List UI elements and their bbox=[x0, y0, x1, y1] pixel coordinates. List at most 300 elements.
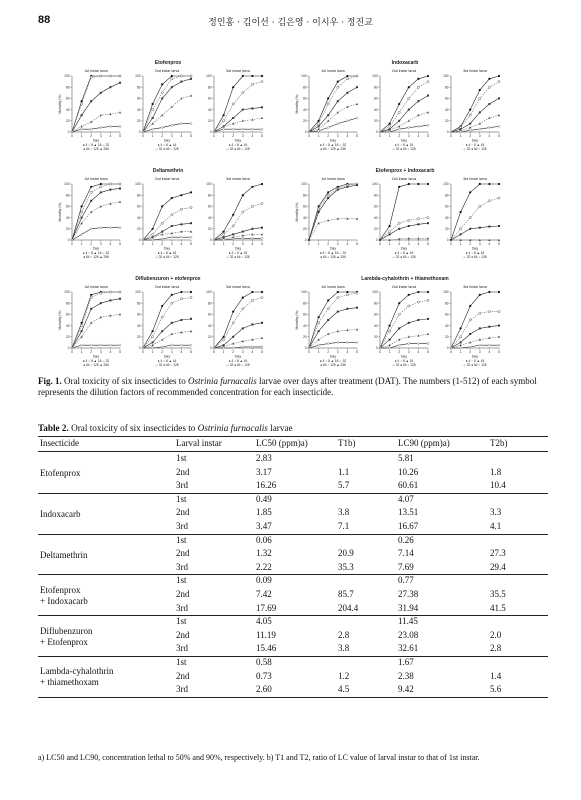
panel-subtitle: 3rd instar larva bbox=[226, 285, 250, 289]
data-point bbox=[318, 125, 320, 127]
data-point bbox=[427, 333, 429, 335]
table-cell: 0.49 bbox=[256, 493, 272, 504]
data-point bbox=[327, 114, 329, 116]
table-cell: 1st bbox=[176, 534, 187, 545]
data-point bbox=[408, 305, 410, 307]
panel-subtitle: 2nd instar larva bbox=[154, 285, 180, 289]
data-point bbox=[398, 338, 400, 340]
x-tick-label: 1 bbox=[151, 242, 154, 246]
data-point bbox=[356, 217, 358, 219]
data-point bbox=[161, 305, 163, 307]
data-point bbox=[109, 86, 111, 88]
table-cell: 5.6 bbox=[490, 684, 502, 695]
series-line bbox=[143, 192, 191, 240]
data-point bbox=[251, 237, 253, 240]
x-tick-label: 4 bbox=[109, 350, 112, 354]
table-caption-text-b: larvae bbox=[267, 423, 293, 433]
legend-line: ◇ 32 ● 64 ○ 128 bbox=[392, 363, 416, 367]
data-point bbox=[223, 336, 225, 338]
data-point bbox=[119, 344, 121, 347]
legend-line: ● 4 ○ 8 ▲ 16 bbox=[465, 359, 485, 363]
data-point bbox=[498, 75, 500, 77]
data-point bbox=[346, 120, 348, 123]
x-axis-label: Day bbox=[400, 354, 408, 359]
data-point bbox=[356, 117, 358, 120]
data-point bbox=[109, 75, 111, 77]
data-point bbox=[459, 347, 461, 350]
data-point bbox=[417, 78, 419, 80]
y-tick-label: 40 bbox=[65, 107, 70, 112]
data-point bbox=[427, 183, 429, 185]
x-tick-label: 4 bbox=[417, 134, 420, 138]
data-point bbox=[327, 197, 329, 199]
data-point bbox=[261, 237, 263, 240]
data-point bbox=[261, 297, 263, 299]
data-point bbox=[398, 344, 400, 347]
table-group-rule bbox=[38, 534, 548, 535]
y-tick-label: 60 bbox=[302, 312, 307, 317]
y-tick-label: 40 bbox=[65, 323, 70, 328]
x-tick-label: 0 bbox=[142, 242, 144, 246]
table-insecticide-name: Diflubenzuron bbox=[40, 625, 93, 636]
y-tick-label: 80 bbox=[444, 301, 449, 306]
legend-line: ● 64 ○ 128 ▲ 256 bbox=[83, 363, 109, 367]
data-point bbox=[81, 211, 83, 213]
data-point bbox=[346, 308, 348, 310]
data-point bbox=[119, 183, 121, 185]
x-tick-label: 0 bbox=[379, 350, 381, 354]
data-point bbox=[161, 231, 163, 233]
data-point bbox=[498, 344, 500, 347]
y-tick-label: 100 bbox=[443, 182, 449, 187]
data-point bbox=[417, 183, 419, 185]
x-tick-label: 1 bbox=[151, 134, 154, 138]
data-point bbox=[479, 227, 481, 229]
x-tick-label: 0 bbox=[71, 350, 73, 354]
data-point bbox=[180, 344, 182, 347]
series-line bbox=[72, 228, 120, 240]
y-tick-label: 60 bbox=[373, 312, 378, 317]
y-tick-label: 20 bbox=[136, 227, 141, 231]
data-point bbox=[180, 208, 182, 210]
y-tick-label: 0 bbox=[138, 130, 141, 135]
data-point bbox=[498, 81, 500, 83]
data-point bbox=[408, 86, 410, 88]
x-tick-label: 1 bbox=[388, 350, 391, 354]
table-cell: 2nd bbox=[176, 589, 190, 599]
legend-line: ◇ 32 ● 64 ○ 128 bbox=[155, 363, 179, 367]
series-line bbox=[214, 298, 262, 348]
series-line bbox=[72, 126, 120, 132]
data-point bbox=[81, 103, 83, 105]
x-tick-label: 2 bbox=[327, 242, 330, 246]
table-cell: 41.5 bbox=[490, 602, 506, 613]
data-point bbox=[90, 186, 92, 188]
x-tick-label: 1 bbox=[222, 242, 225, 246]
data-point bbox=[190, 94, 192, 96]
x-tick-label: 4 bbox=[180, 350, 183, 354]
y-tick-label: 40 bbox=[65, 215, 70, 220]
table-cell: 7.1 bbox=[338, 521, 350, 531]
table-header-cell: T1b) bbox=[338, 438, 356, 448]
series-line bbox=[72, 345, 120, 348]
data-point bbox=[389, 231, 391, 233]
x-tick-label: 5 bbox=[119, 350, 121, 354]
data-point bbox=[427, 237, 429, 239]
data-point bbox=[100, 191, 102, 193]
data-point bbox=[337, 330, 339, 332]
data-point bbox=[488, 86, 490, 88]
table-cell: 3.17 bbox=[256, 466, 272, 477]
table-caption-species: Ostrinia furnacalis bbox=[197, 423, 268, 433]
x-tick-label: 2 bbox=[161, 242, 164, 246]
data-point bbox=[119, 201, 121, 203]
table-cell: 3.8 bbox=[338, 507, 350, 518]
table-bottom-rule bbox=[38, 697, 548, 698]
data-point bbox=[119, 75, 121, 77]
data-point bbox=[261, 291, 263, 293]
data-point bbox=[356, 328, 358, 330]
data-point bbox=[408, 183, 410, 185]
table-cell: 35.5 bbox=[490, 589, 506, 599]
table-cell: 15.46 bbox=[256, 643, 277, 654]
data-point bbox=[337, 311, 339, 313]
data-point bbox=[488, 311, 490, 313]
table-cell: 5.7 bbox=[338, 480, 350, 491]
table-cell: 3rd bbox=[176, 643, 188, 654]
data-point bbox=[100, 302, 102, 304]
data-point bbox=[417, 86, 419, 88]
data-point bbox=[161, 205, 163, 207]
data-point bbox=[81, 217, 83, 219]
data-point bbox=[109, 189, 111, 191]
data-point bbox=[337, 100, 339, 102]
data-point bbox=[389, 339, 391, 341]
data-point bbox=[119, 291, 121, 293]
x-tick-label: 2 bbox=[398, 350, 401, 354]
legend-line: ◇ 32 ● 64 ○ 128 bbox=[226, 363, 250, 367]
x-tick-label: 3 bbox=[170, 134, 173, 138]
series-line bbox=[143, 124, 191, 132]
x-tick-label: 4 bbox=[251, 242, 254, 246]
data-point bbox=[171, 344, 173, 347]
y-tick-label: 60 bbox=[136, 312, 141, 317]
series-line bbox=[72, 184, 120, 240]
series-line bbox=[72, 184, 120, 240]
x-tick-label: 2 bbox=[90, 350, 93, 354]
table-cell: 1.2 bbox=[338, 670, 350, 681]
series-line bbox=[451, 312, 499, 348]
data-point bbox=[90, 200, 92, 202]
x-tick-label: 1 bbox=[388, 242, 391, 246]
legend-line: ● 4 ○ 8 ▲ 16 bbox=[228, 143, 248, 147]
data-point bbox=[161, 316, 163, 318]
x-tick-label: 1 bbox=[459, 242, 462, 246]
y-tick-label: 100 bbox=[301, 74, 307, 79]
series-line bbox=[309, 292, 357, 348]
data-point bbox=[161, 114, 163, 116]
x-tick-label: 4 bbox=[180, 242, 183, 246]
data-point bbox=[180, 75, 182, 77]
table-cell: 2nd bbox=[176, 670, 190, 681]
legend-line: ● 64 ○ 128 ▲ 256 bbox=[83, 147, 109, 151]
series-line bbox=[380, 238, 428, 240]
data-point bbox=[327, 103, 329, 105]
x-tick-label: 0 bbox=[450, 350, 452, 354]
data-point bbox=[479, 327, 481, 329]
x-tick-label: 5 bbox=[498, 242, 500, 246]
data-point bbox=[190, 344, 192, 347]
data-point bbox=[469, 123, 471, 125]
data-point bbox=[488, 200, 490, 202]
data-point bbox=[498, 114, 500, 116]
group-title: Lambda-cyhalothrin + thiamethoxam bbox=[361, 276, 449, 282]
series-line bbox=[72, 76, 120, 132]
legend-line: ◇ 32 ● 64 ○ 128 bbox=[392, 255, 416, 259]
table-cell: 2.83 bbox=[256, 453, 272, 463]
data-point bbox=[100, 344, 102, 347]
data-point bbox=[109, 299, 111, 301]
x-tick-label: 2 bbox=[161, 134, 164, 138]
x-tick-label: 1 bbox=[80, 134, 83, 138]
table-cell: 2.8 bbox=[490, 643, 502, 654]
y-tick-label: 80 bbox=[444, 85, 449, 90]
x-axis-label: Day bbox=[163, 354, 171, 359]
x-tick-label: 4 bbox=[180, 134, 183, 138]
y-tick-label: 100 bbox=[372, 182, 378, 187]
series-line bbox=[214, 184, 262, 240]
y-axis-label: Mortality (%) bbox=[58, 94, 62, 114]
data-point bbox=[152, 228, 154, 230]
series-line bbox=[380, 334, 428, 348]
x-tick-label: 3 bbox=[336, 350, 339, 354]
x-tick-label: 2 bbox=[90, 134, 93, 138]
data-point bbox=[469, 228, 471, 230]
data-point bbox=[251, 205, 253, 207]
group-title: Etofenprox bbox=[154, 60, 182, 66]
series-line bbox=[143, 319, 191, 348]
data-point bbox=[337, 122, 339, 125]
y-tick-label: 80 bbox=[65, 85, 70, 90]
table-cell: 0.73 bbox=[256, 670, 272, 681]
data-point bbox=[469, 129, 471, 132]
x-tick-label: 2 bbox=[469, 350, 472, 354]
data-point bbox=[251, 128, 253, 131]
data-point bbox=[190, 75, 192, 77]
x-tick-label: 2 bbox=[398, 134, 401, 138]
x-tick-label: 3 bbox=[336, 134, 339, 138]
table-cell: 3rd bbox=[176, 480, 188, 491]
panel-subtitle: 2nd instar larva bbox=[154, 177, 180, 181]
table-cell: 10.4 bbox=[490, 480, 506, 491]
data-point bbox=[242, 75, 244, 77]
table-header-cell: T2b) bbox=[490, 438, 508, 448]
data-point bbox=[190, 122, 192, 125]
y-tick-label: 40 bbox=[373, 323, 378, 328]
data-point bbox=[318, 316, 320, 318]
table-cell: 2nd bbox=[176, 548, 190, 559]
data-point bbox=[100, 183, 102, 185]
data-point bbox=[389, 123, 391, 125]
data-point bbox=[232, 122, 234, 124]
data-point bbox=[90, 121, 92, 123]
data-point bbox=[398, 327, 400, 329]
series-line bbox=[72, 76, 120, 132]
y-tick-label: 0 bbox=[67, 346, 70, 351]
legend-line: ● 4 ○ 8 ▲ 16 ◇ 32 bbox=[82, 251, 110, 255]
data-point bbox=[408, 109, 410, 111]
data-point bbox=[417, 223, 419, 225]
y-tick-label: 60 bbox=[444, 312, 449, 317]
x-tick-label: 2 bbox=[398, 242, 401, 246]
data-point bbox=[479, 89, 481, 91]
data-point bbox=[337, 81, 339, 83]
table-cell: 3.8 bbox=[338, 643, 350, 654]
data-point bbox=[417, 100, 419, 102]
data-point bbox=[242, 211, 244, 213]
y-tick-label: 100 bbox=[135, 74, 141, 79]
data-point bbox=[151, 128, 153, 131]
x-axis-label: Day bbox=[471, 354, 479, 359]
panel-subtitle: 2nd instar larva bbox=[391, 69, 417, 73]
x-axis-label: Day bbox=[234, 138, 242, 143]
x-tick-label: 1 bbox=[222, 350, 225, 354]
table-cell: 0.26 bbox=[398, 534, 414, 545]
data-point bbox=[171, 124, 173, 127]
table-cell: 2.22 bbox=[256, 561, 272, 572]
data-point bbox=[261, 183, 263, 185]
table-cell: 11.19 bbox=[256, 629, 276, 640]
data-point bbox=[242, 297, 244, 299]
data-point bbox=[327, 120, 329, 122]
x-tick-label: 5 bbox=[190, 134, 192, 138]
x-axis-label: Day bbox=[329, 246, 337, 251]
data-point bbox=[90, 76, 92, 78]
series-line bbox=[309, 184, 357, 240]
y-tick-label: 0 bbox=[138, 346, 141, 351]
data-point bbox=[408, 126, 410, 129]
data-point bbox=[161, 338, 163, 340]
data-point bbox=[90, 294, 92, 296]
x-tick-label: 0 bbox=[450, 134, 452, 138]
data-point bbox=[417, 342, 419, 345]
data-point bbox=[398, 222, 400, 224]
x-tick-label: 3 bbox=[478, 134, 481, 138]
table-footnote: a) LC50 and LC90, concentration lethal to 50% and 90%, respectively. b) T1 and T2, ratio of LC value of larval instar to that of 1st instar. bbox=[38, 753, 480, 762]
x-axis-label: Day bbox=[92, 354, 100, 359]
x-tick-label: 3 bbox=[241, 134, 244, 138]
data-point bbox=[90, 211, 92, 213]
data-point bbox=[408, 336, 410, 338]
data-point bbox=[90, 128, 92, 131]
data-point bbox=[180, 291, 182, 293]
series-line bbox=[72, 83, 120, 132]
x-tick-label: 0 bbox=[213, 242, 215, 246]
x-tick-label: 4 bbox=[488, 134, 491, 138]
x-tick-label: 5 bbox=[190, 350, 192, 354]
table-cell: 60.61 bbox=[398, 480, 419, 491]
legend-line: ● 64 ○ 128 ▲ 256 bbox=[320, 147, 346, 151]
x-tick-label: 3 bbox=[170, 350, 173, 354]
x-tick-label: 3 bbox=[407, 242, 410, 246]
data-point bbox=[90, 297, 92, 299]
series-line bbox=[451, 326, 499, 348]
data-point bbox=[152, 117, 154, 119]
data-point bbox=[427, 95, 429, 97]
data-point bbox=[356, 184, 358, 186]
table-cell: 1st bbox=[176, 575, 187, 586]
data-point bbox=[408, 294, 410, 296]
legend-line: ◇ 32 ● 64 ○ 128 bbox=[463, 363, 487, 367]
table-cell: 7.14 bbox=[398, 548, 414, 559]
data-point bbox=[488, 326, 490, 328]
table-header-cell: LC90 (ppm)a) bbox=[398, 438, 450, 448]
x-tick-label: 0 bbox=[213, 134, 215, 138]
series-line bbox=[214, 323, 262, 348]
data-point bbox=[100, 92, 102, 94]
legend-line: ● 4 ○ 8 ▲ 16 bbox=[228, 251, 248, 255]
data-point bbox=[152, 109, 154, 111]
y-tick-label: 0 bbox=[209, 346, 212, 351]
table-group-rule bbox=[38, 615, 548, 616]
figure-svg bbox=[58, 58, 528, 376]
data-point bbox=[327, 308, 329, 310]
y-axis-label: Mortality (%) bbox=[295, 202, 299, 222]
data-point bbox=[261, 322, 263, 324]
x-tick-label: 5 bbox=[356, 134, 358, 138]
x-tick-label: 3 bbox=[99, 134, 102, 138]
data-point bbox=[171, 75, 173, 77]
legend-line: ● 64 ○ 128 ▲ 256 bbox=[83, 255, 109, 259]
data-point bbox=[151, 347, 153, 350]
table-cell: 2nd bbox=[176, 507, 190, 518]
x-tick-label: 3 bbox=[407, 134, 410, 138]
series-line bbox=[380, 218, 428, 240]
data-point bbox=[389, 233, 391, 235]
y-tick-label: 100 bbox=[372, 74, 378, 79]
data-point bbox=[152, 103, 154, 105]
table-group-rule bbox=[38, 574, 548, 575]
y-tick-label: 80 bbox=[373, 85, 378, 90]
table-cell: 5.81 bbox=[398, 453, 414, 463]
table-cell: 11.45 bbox=[398, 616, 418, 627]
data-point bbox=[488, 126, 490, 129]
series-line bbox=[72, 299, 120, 348]
table-insecticide-name: Etofenprox bbox=[40, 584, 81, 595]
panel-subtitle: 2nd instar larva bbox=[391, 177, 417, 181]
group-title: Diflubenzuron + etofenprox bbox=[135, 276, 201, 282]
data-point bbox=[356, 86, 358, 88]
y-tick-label: 60 bbox=[302, 96, 307, 101]
data-point bbox=[190, 291, 192, 293]
data-point bbox=[337, 297, 339, 299]
x-tick-label: 4 bbox=[417, 242, 420, 246]
table-cell: 2nd bbox=[176, 466, 190, 477]
data-point bbox=[161, 83, 163, 85]
data-point bbox=[109, 344, 111, 347]
table-group-rule bbox=[38, 656, 548, 657]
data-point bbox=[460, 228, 462, 230]
data-point bbox=[460, 233, 462, 235]
x-tick-label: 4 bbox=[251, 134, 254, 138]
figure-caption-species: Ostrinia furnacalis bbox=[187, 376, 257, 386]
table-cell: 7.69 bbox=[398, 561, 414, 572]
y-tick-label: 80 bbox=[373, 301, 378, 306]
legend-line: ◇ 32 ● 64 ○ 128 bbox=[226, 147, 250, 151]
x-tick-label: 2 bbox=[232, 350, 235, 354]
data-point bbox=[119, 226, 121, 229]
data-point bbox=[251, 107, 253, 109]
